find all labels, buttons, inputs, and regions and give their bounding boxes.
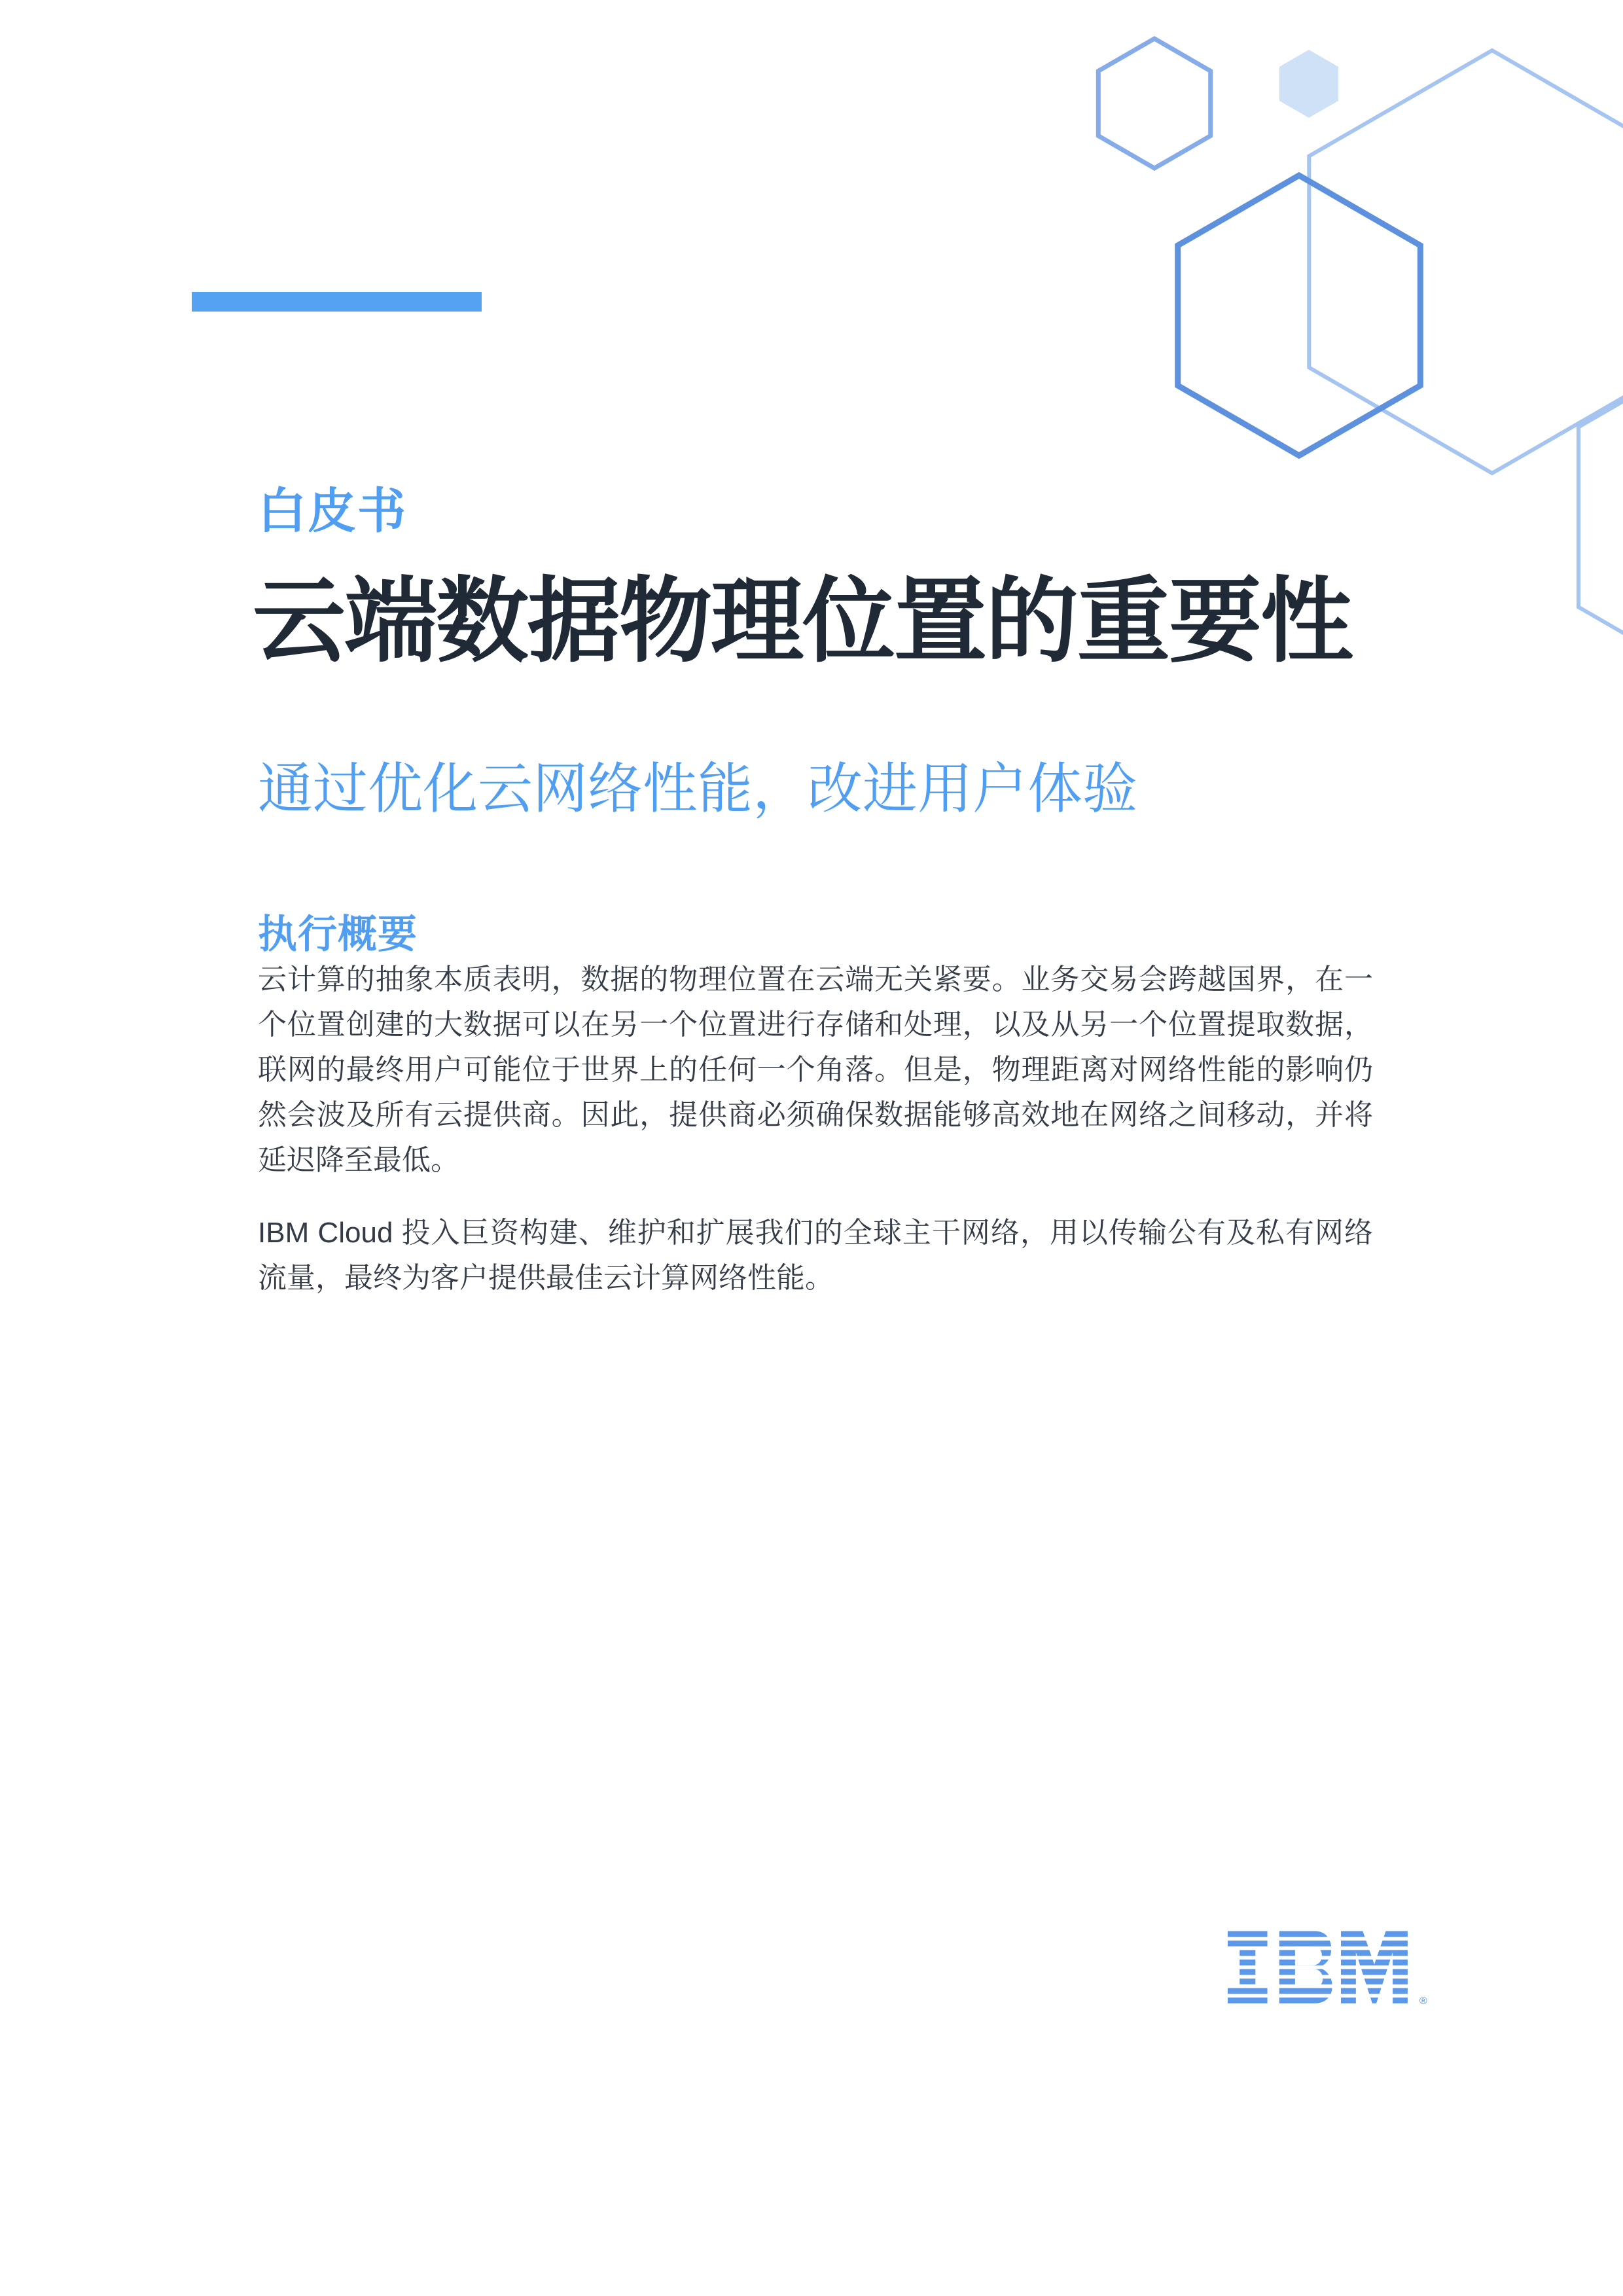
hexagon-outline-large-icon: [1309, 50, 1623, 473]
ibm-logo: [1228, 1931, 1432, 2006]
page-subtitle: 通过优化云网络性能，改进用户体验: [258, 758, 1138, 819]
accent-bar: [192, 292, 482, 312]
hexagon-filled-small-icon: [1279, 50, 1338, 118]
ibm-letter-i: [1228, 1931, 1268, 2003]
body-paragraph: IBM Cloud 投入巨资构建、维护和扩展我们的全球主干网络，用以传输公有及私有网络流量，最终为客户提供最佳云计算网络性能。: [258, 1217, 1373, 1294]
section-heading: 执行概要: [258, 912, 418, 956]
ibm-letter-b: [1279, 1931, 1332, 2003]
hexagon-outline-small-icon: [1098, 39, 1210, 168]
hexagon-outline-edge-icon: [1578, 337, 1623, 697]
page-title: 云端数据物理位置的重要性: [253, 569, 1352, 673]
body-copy: [258, 957, 1373, 1328]
hexagon-outline-medium-icon: [1178, 175, 1421, 456]
registered-trademark-icon: ®: [1419, 1995, 1427, 2006]
document-type-label: 白皮书: [258, 484, 407, 538]
ibm-letter-m: [1341, 1931, 1408, 2003]
body-paragraph: 云计算的抽象本质表明，数据的物理位置在云端无关紧要。业务交易会跨越国界，在一个位置创建的大数据可以在另一个位置进行存储和处理，以及从另一个位置提取数据，联网的最终用户可能位于世界上的任何一个角落。但是，物理距离对网络性能的影响仍然会波及所有云提供商。因此，提供商必须确保数据能够高效地在网络之间移动，并将延迟降至最低。: [258, 963, 1373, 1176]
